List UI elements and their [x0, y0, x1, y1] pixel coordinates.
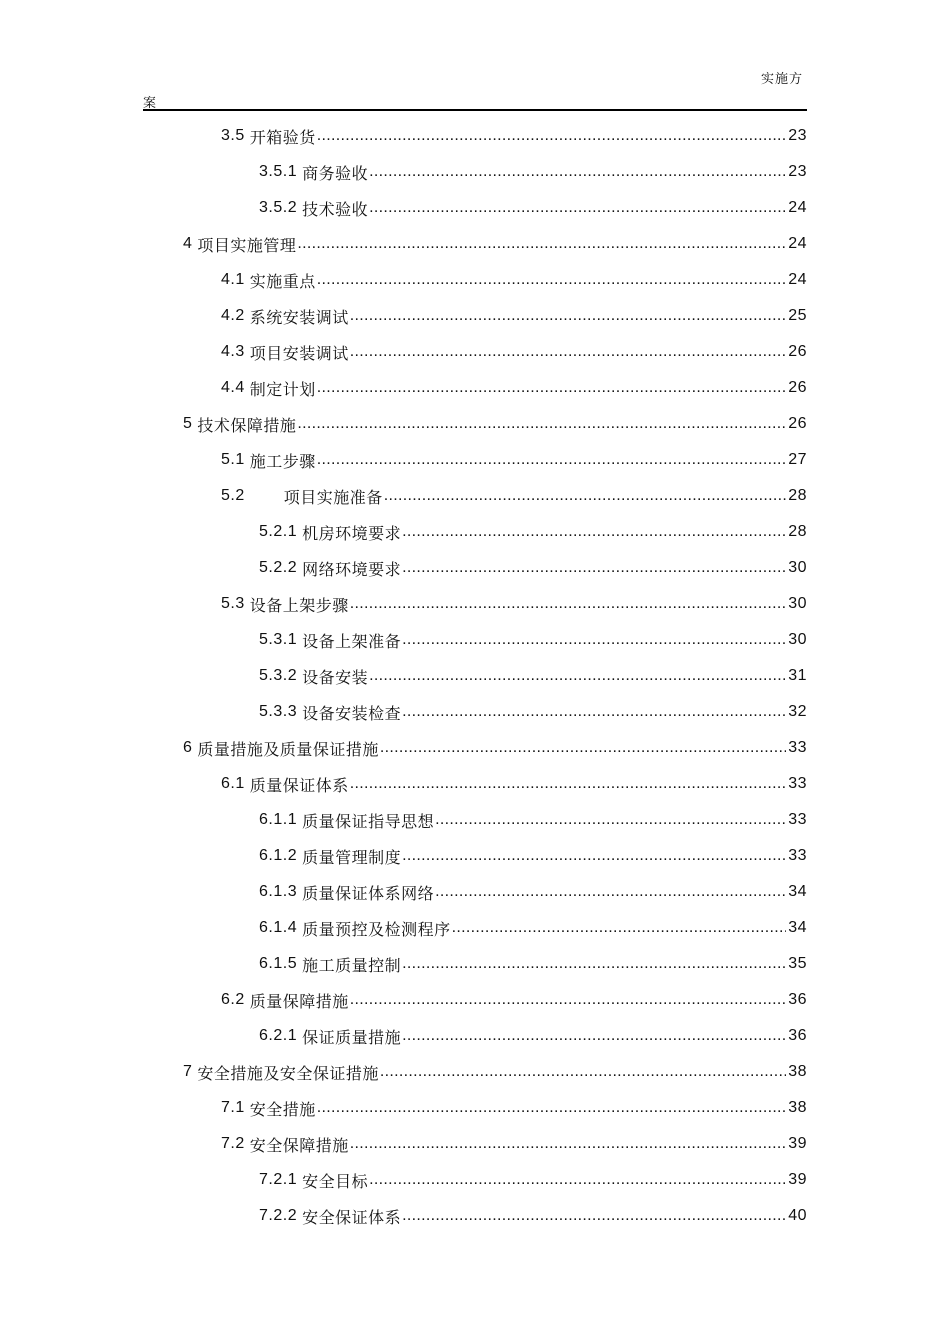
toc-entry-page-number: 36	[788, 991, 807, 1008]
toc-dot-leader	[369, 1170, 786, 1190]
toc-entry-number: 5.3	[221, 595, 245, 612]
toc-entry[interactable]	[0, 1162, 950, 1198]
toc-dot-leader	[317, 1098, 786, 1118]
toc-dot-leader	[402, 522, 786, 542]
toc-entry[interactable]	[0, 370, 950, 406]
toc-entry-title: 质量措施及质量保证措施	[197, 741, 379, 759]
toc-dot-leader	[369, 162, 786, 182]
toc-entry-title: 质量保证体系网络	[302, 885, 435, 903]
toc-entry[interactable]	[0, 910, 950, 946]
toc-entry-page-number: 28	[788, 487, 807, 504]
toc-dot-leader	[384, 486, 786, 506]
toc-entry-title: 质量保证体系	[249, 777, 349, 795]
toc-entry-number: 3.5.1	[259, 163, 298, 180]
table-of-contents	[0, 118, 950, 1234]
toc-entry-number: 4.4	[221, 379, 245, 396]
toc-entry-number: 5	[183, 415, 193, 432]
toc-entry-number: 5.3.2	[259, 667, 298, 684]
toc-entry-title: 设备安装	[302, 669, 369, 687]
toc-entry-number: 5.2	[221, 487, 245, 504]
toc-entry-number: 5.3.1	[259, 631, 298, 648]
toc-entry-title: 技术验收	[302, 201, 369, 219]
toc-entry-title: 开箱验货	[249, 129, 316, 147]
toc-entry-number: 7.2.2	[259, 1207, 298, 1224]
toc-dot-leader	[402, 1206, 786, 1226]
toc-entry[interactable]	[0, 478, 950, 514]
toc-entry-page-number: 27	[788, 451, 807, 468]
toc-entry-title: 制定计划	[249, 381, 316, 399]
toc-dot-leader	[402, 558, 786, 578]
toc-entry-number: 6.1.5	[259, 955, 298, 972]
toc-entry-title: 施工步骤	[249, 453, 316, 471]
toc-entry-page-number: 24	[788, 271, 807, 288]
toc-entry-page-number: 32	[788, 703, 807, 720]
toc-entry[interactable]	[0, 658, 950, 694]
toc-dot-leader	[380, 1062, 786, 1082]
toc-entry-page-number: 26	[788, 379, 807, 396]
toc-dot-leader	[317, 378, 786, 398]
toc-dot-leader	[380, 738, 786, 758]
toc-entry-title: 质量保证指导思想	[302, 813, 435, 831]
toc-entry-number: 5.3.3	[259, 703, 298, 720]
toc-entry[interactable]	[0, 766, 950, 802]
toc-dot-leader	[402, 702, 786, 722]
toc-entry-number: 4	[183, 235, 193, 252]
toc-entry-page-number: 34	[788, 919, 807, 936]
toc-entry[interactable]	[0, 262, 950, 298]
toc-dot-leader	[435, 810, 786, 830]
toc-entry-page-number: 35	[788, 955, 807, 972]
toc-entry-number: 4.2	[221, 307, 245, 324]
toc-entry-number: 7	[183, 1063, 193, 1080]
toc-entry[interactable]	[0, 838, 950, 874]
toc-entry-title: 安全措施及安全保证措施	[197, 1065, 379, 1083]
toc-entry[interactable]	[0, 1198, 950, 1234]
toc-entry-title: 设备安装检查	[302, 705, 402, 723]
toc-entry-number: 6.2.1	[259, 1027, 298, 1044]
toc-entry-title: 技术保障措施	[197, 417, 297, 435]
toc-entry-title: 设备上架准备	[302, 633, 402, 651]
toc-entry-page-number: 28	[788, 523, 807, 540]
toc-entry-number: 5.2.1	[259, 523, 298, 540]
toc-dot-leader	[369, 198, 786, 218]
toc-entry-number: 4.3	[221, 343, 245, 360]
toc-entry-number: 6.1	[221, 775, 245, 792]
toc-dot-leader	[402, 1026, 786, 1046]
toc-entry-title: 商务验收	[302, 165, 369, 183]
toc-entry-title: 项目安装调试	[249, 345, 349, 363]
toc-entry-number: 5.2.2	[259, 559, 298, 576]
toc-entry[interactable]	[0, 802, 950, 838]
toc-entry-number: 7.1	[221, 1099, 245, 1116]
toc-entry-title: 项目实施管理	[197, 237, 297, 255]
toc-entry[interactable]	[0, 694, 950, 730]
toc-entry[interactable]	[0, 982, 950, 1018]
toc-entry[interactable]	[0, 1054, 950, 1090]
toc-entry-page-number: 31	[788, 667, 807, 684]
toc-dot-leader	[317, 126, 786, 146]
toc-entry-page-number: 24	[788, 199, 807, 216]
toc-entry-number: 6.1.4	[259, 919, 298, 936]
toc-entry-page-number: 34	[788, 883, 807, 900]
toc-dot-leader	[402, 846, 786, 866]
toc-entry-title: 系统安装调试	[249, 309, 349, 327]
toc-entry-title: 质量管理制度	[302, 849, 402, 867]
toc-entry-title: 安全保证体系	[302, 1209, 402, 1227]
toc-entry-page-number: 25	[788, 307, 807, 324]
toc-dot-leader	[317, 270, 786, 290]
toc-entry[interactable]	[0, 118, 950, 154]
toc-entry-number: 7.2.1	[259, 1171, 298, 1188]
toc-entry-page-number: 30	[788, 595, 807, 612]
toc-dot-leader	[402, 954, 786, 974]
toc-entry[interactable]	[0, 1126, 950, 1162]
toc-dot-leader	[350, 342, 786, 362]
toc-entry-title: 安全目标	[302, 1173, 369, 1191]
toc-entry-page-number: 38	[788, 1063, 807, 1080]
toc-dot-leader	[402, 630, 786, 650]
toc-entry-page-number: 39	[788, 1171, 807, 1188]
toc-entry[interactable]	[0, 586, 950, 622]
toc-dot-leader	[350, 774, 786, 794]
toc-entry[interactable]	[0, 946, 950, 982]
toc-entry-page-number: 26	[788, 343, 807, 360]
toc-dot-leader	[317, 450, 786, 470]
toc-entry-page-number: 33	[788, 847, 807, 864]
toc-entry-title: 质量保障措施	[249, 993, 349, 1011]
toc-entry-title: 质量预控及检测程序	[302, 921, 451, 939]
toc-entry-number: 5.1	[221, 451, 245, 468]
header-divider	[143, 109, 807, 111]
toc-entry[interactable]	[0, 1018, 950, 1054]
toc-entry-title: 施工质量控制	[302, 957, 402, 975]
toc-entry[interactable]	[0, 1090, 950, 1126]
toc-entry-page-number: 40	[788, 1207, 807, 1224]
toc-entry-number: 4.1	[221, 271, 245, 288]
toc-entry[interactable]	[0, 406, 950, 442]
toc-dot-leader	[435, 882, 786, 902]
toc-entry-title: 实施重点	[249, 273, 316, 291]
toc-entry-title: 安全措施	[249, 1101, 316, 1119]
toc-entry-title: 保证质量措施	[302, 1029, 402, 1047]
toc-entry-page-number: 33	[788, 739, 807, 756]
toc-dot-leader	[350, 306, 786, 326]
toc-entry-page-number: 39	[788, 1135, 807, 1152]
toc-entry-number: 7.2	[221, 1135, 245, 1152]
toc-entry[interactable]	[0, 442, 950, 478]
toc-entry-page-number: 26	[788, 415, 807, 432]
toc-dot-leader	[369, 666, 786, 686]
toc-entry-page-number: 36	[788, 1027, 807, 1044]
toc-entry-number: 6.2	[221, 991, 245, 1008]
toc-dot-leader	[297, 234, 786, 254]
header-left-text: 案	[143, 95, 157, 110]
toc-entry-page-number: 30	[788, 559, 807, 576]
toc-entry-title: 机房环境要求	[302, 525, 402, 543]
toc-dot-leader	[297, 414, 786, 434]
toc-entry[interactable]	[0, 226, 950, 262]
toc-entry[interactable]	[0, 874, 950, 910]
toc-entry-page-number: 38	[788, 1099, 807, 1116]
toc-entry-title: 安全保障措施	[249, 1137, 349, 1155]
toc-entry-title: 网络环境要求	[302, 561, 402, 579]
toc-entry-page-number: 23	[788, 163, 807, 180]
toc-dot-leader	[350, 594, 786, 614]
toc-entry-page-number: 24	[788, 235, 807, 252]
toc-entry-page-number: 23	[788, 127, 807, 144]
toc-entry-page-number: 30	[788, 631, 807, 648]
toc-entry-number: 3.5.2	[259, 199, 298, 216]
toc-entry-page-number: 33	[788, 811, 807, 828]
toc-entry[interactable]	[0, 550, 950, 586]
toc-entry-number: 6.1.3	[259, 883, 298, 900]
toc-entry-number: 6.1.2	[259, 847, 298, 864]
toc-entry[interactable]	[0, 514, 950, 550]
toc-entry-title: 设备上架步骤	[249, 597, 349, 615]
toc-dot-leader	[350, 1134, 786, 1154]
toc-dot-leader	[452, 918, 787, 938]
toc-entry-number: 6	[183, 739, 193, 756]
toc-entry[interactable]	[0, 298, 950, 334]
toc-entry[interactable]	[0, 730, 950, 766]
toc-entry[interactable]	[0, 190, 950, 226]
toc-entry-number: 6.1.1	[259, 811, 298, 828]
toc-entry-number: 3.5	[221, 127, 245, 144]
header-right-text: 实施方	[760, 71, 803, 86]
toc-entry[interactable]	[0, 154, 950, 190]
toc-entry[interactable]	[0, 334, 950, 370]
toc-entry-page-number: 33	[788, 775, 807, 792]
toc-entry[interactable]	[0, 622, 950, 658]
toc-dot-leader	[350, 990, 786, 1010]
toc-entry-title: 项目实施准备	[283, 489, 383, 507]
